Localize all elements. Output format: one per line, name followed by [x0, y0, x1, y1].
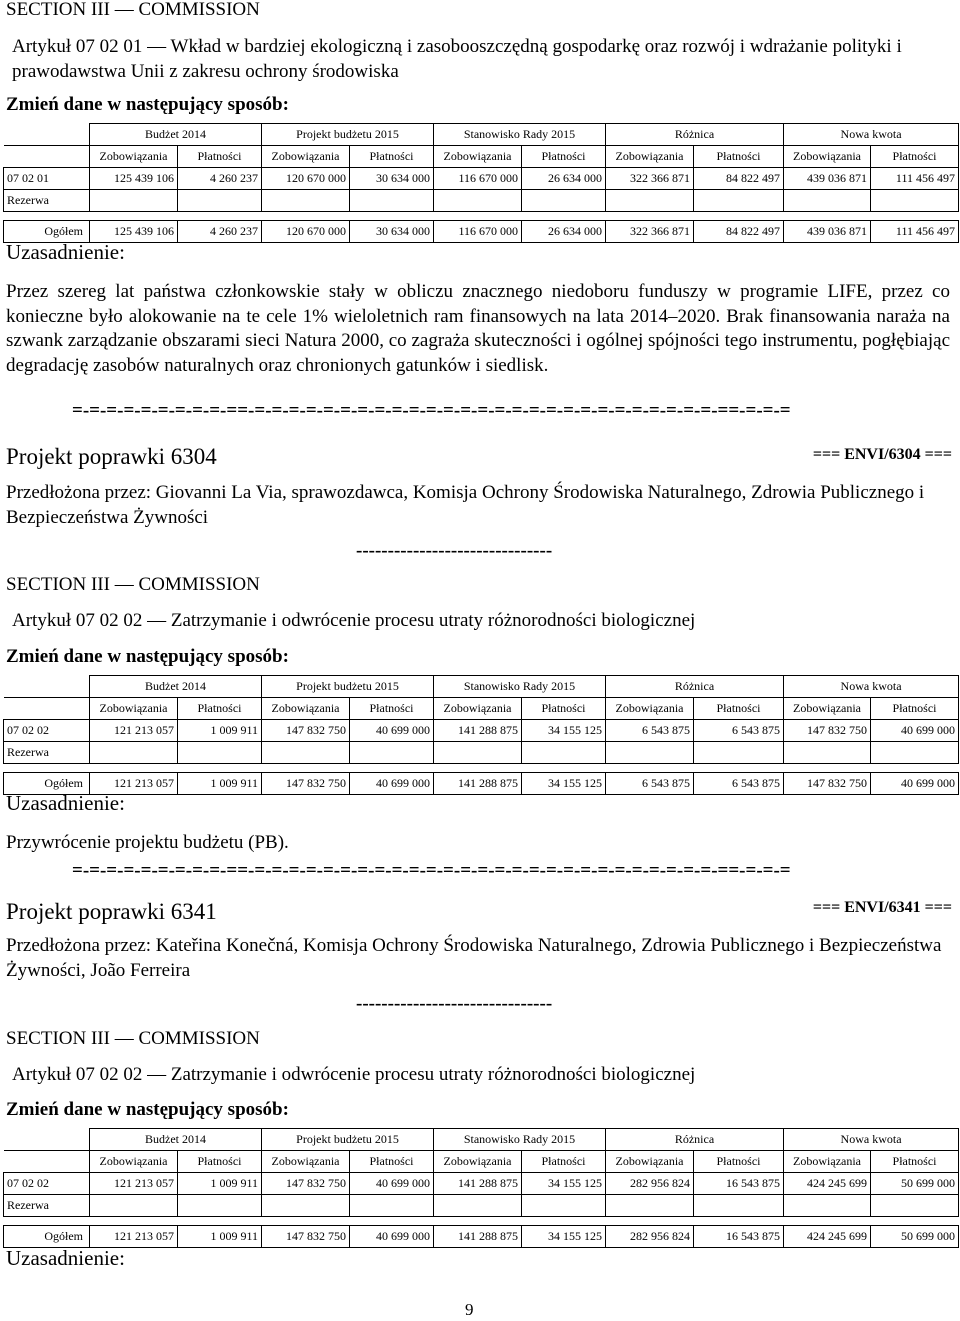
submitted-by: Przedłożona przez: Giovanni La Via, sprawozdawca, Komisja Ochrony Środowiska Naturalnego, Zdrowia Publicznego i Bezpieczeństwa Żywności — [6, 482, 925, 528]
column-group-header: Różnica — [606, 124, 784, 146]
column-group-header: Nowa kwota — [784, 1129, 959, 1151]
value-cell: 34 155 125 — [522, 1226, 606, 1248]
column-subheader: Zobowiązania — [606, 146, 694, 168]
value-cell: 111 456 497 — [871, 221, 959, 243]
value-cell — [178, 190, 262, 212]
value-cell: 116 670 000 — [434, 168, 522, 190]
column-subheader: Zobowiązania — [90, 146, 178, 168]
table-row — [4, 168, 959, 190]
envi-tag: === ENVI/6341 === — [812, 899, 952, 916]
column-subheader: Płatności — [694, 698, 784, 720]
table-row — [4, 742, 959, 764]
table-row — [4, 1226, 959, 1248]
value-cell: 141 288 875 — [434, 720, 522, 742]
value-cell — [350, 190, 434, 212]
value-cell — [350, 742, 434, 764]
corner-cell — [4, 124, 90, 146]
column-subheader: Zobowiązania — [784, 1151, 871, 1173]
value-cell: 6 543 875 — [606, 773, 694, 795]
value-cell — [784, 1195, 871, 1217]
column-group-header: Budżet 2014 — [90, 676, 262, 698]
column-subheader: Płatności — [350, 146, 434, 168]
value-cell: 322 366 871 — [606, 168, 694, 190]
column-group-header: Projekt budżetu 2015 — [262, 124, 434, 146]
amendment-title: Projekt poprawki 6304 — [6, 444, 217, 469]
reserve-label: Rezerwa — [4, 742, 90, 764]
value-cell: 26 634 000 — [522, 168, 606, 190]
value-cell — [606, 1195, 694, 1217]
justification-label: Uzasadnienie: — [6, 791, 125, 815]
value-cell: 282 956 824 — [606, 1173, 694, 1195]
line-code: 07 02 01 — [4, 168, 90, 190]
column-group-header: Stanowisko Rady 2015 — [434, 1129, 606, 1151]
table-row — [4, 1173, 959, 1195]
value-cell: 6 543 875 — [606, 720, 694, 742]
value-cell — [784, 742, 871, 764]
value-cell: 120 670 000 — [262, 168, 350, 190]
column-subheader: Płatności — [178, 1151, 262, 1173]
value-cell: 141 288 875 — [434, 1173, 522, 1195]
value-cell: 439 036 871 — [784, 168, 871, 190]
line-code: 07 02 02 — [4, 720, 90, 742]
article-heading: Artykuł 07 02 02 — Zatrzymanie i odwrócenie procesu utraty różnorodności biologicznej — [12, 610, 696, 631]
value-cell: 141 288 875 — [434, 773, 522, 795]
column-subheader: Zobowiązania — [90, 1151, 178, 1173]
budget-table — [3, 1128, 959, 1248]
column-group-header: Projekt budżetu 2015 — [262, 676, 434, 698]
column-subheader: Płatności — [694, 1151, 784, 1173]
column-subheader: Płatności — [871, 146, 959, 168]
value-cell — [262, 1195, 350, 1217]
column-group-header: Różnica — [606, 1129, 784, 1151]
value-cell: 147 832 750 — [262, 720, 350, 742]
column-subheader: Zobowiązania — [262, 1151, 350, 1173]
value-cell: 16 543 875 — [694, 1173, 784, 1195]
value-cell: 84 822 497 — [694, 168, 784, 190]
value-cell: 40 699 000 — [350, 720, 434, 742]
column-group-header: Projekt budżetu 2015 — [262, 1129, 434, 1151]
value-cell: 34 155 125 — [522, 1173, 606, 1195]
value-cell: 147 832 750 — [262, 773, 350, 795]
dash-divider: ------------------------------- — [356, 540, 553, 561]
value-cell: 4 260 237 — [178, 168, 262, 190]
value-cell — [90, 190, 178, 212]
value-cell: 40 699 000 — [350, 1173, 434, 1195]
value-cell: 26 634 000 — [522, 221, 606, 243]
value-cell — [178, 1195, 262, 1217]
value-cell: 1 009 911 — [178, 1226, 262, 1248]
value-cell: 16 543 875 — [694, 1226, 784, 1248]
column-subheader: Zobowiązania — [784, 698, 871, 720]
value-cell: 84 822 497 — [694, 221, 784, 243]
value-cell: 34 155 125 — [522, 773, 606, 795]
amendment-title: Projekt poprawki 6341 — [6, 899, 217, 924]
separator: =-=-=-=-=-=-=-=-=-==-=-=-=-=-=-=-=-=-=-=-=-=-=-=-=-=-=-=-=-=-=-=-=-=-=-=-=-==-=-=-= — [72, 860, 791, 881]
value-cell: 120 670 000 — [262, 221, 350, 243]
corner-cell — [4, 146, 90, 168]
value-cell: 30 634 000 — [350, 168, 434, 190]
justification-text: Przez szereg lat państwa członkowskie stały w obliczu znacznego niedoboru funduszy w programie LIFE, przez co konieczne było alokowanie na te cele 1% wieloletnich ram finansowych na lata 2014–2020. Brak finansowania naraża na szwank zarządzanie obszarami sieci Natura 2000, co zagraża skuteczności i ogólnej spójności tego instrumentu, pogłębiając degradację zasobów naturalnych oraz chronionych gatunków i siedlisk. — [6, 281, 950, 376]
column-subheader: Płatności — [522, 146, 606, 168]
value-cell: 50 699 000 — [871, 1226, 959, 1248]
column-subheader: Płatności — [522, 1151, 606, 1173]
table-row — [4, 720, 959, 742]
value-cell: 125 439 106 — [90, 168, 178, 190]
corner-cell — [4, 676, 90, 698]
column-subheader: Zobowiązania — [90, 698, 178, 720]
line-code: 07 02 02 — [4, 1173, 90, 1195]
value-cell — [694, 1195, 784, 1217]
column-subheader: Płatności — [178, 146, 262, 168]
change-label: Zmień dane w następujący sposób: — [6, 1099, 289, 1120]
column-subheader: Płatności — [871, 1151, 959, 1173]
article-heading: Artykuł 07 02 01 — Wkład w bardziej ekologiczną i zasobooszczędną gospodarkę oraz rozwój i wdrażanie polityki i prawodawstwa Unii z zakresu ochrony środowiska — [12, 36, 902, 82]
value-cell: 40 699 000 — [350, 1226, 434, 1248]
total-label: Ogółem — [4, 1226, 90, 1248]
article-heading: Artykuł 07 02 02 — Zatrzymanie i odwrócenie procesu utraty różnorodności biologicznej — [12, 1064, 696, 1085]
value-cell: 1 009 911 — [178, 773, 262, 795]
column-subheader: Zobowiązania — [606, 1151, 694, 1173]
value-cell: 6 543 875 — [694, 773, 784, 795]
value-cell: 1 009 911 — [178, 1173, 262, 1195]
value-cell: 50 699 000 — [871, 1173, 959, 1195]
value-cell — [522, 1195, 606, 1217]
value-cell — [871, 1195, 959, 1217]
column-subheader: Płatności — [871, 698, 959, 720]
column-group-header: Budżet 2014 — [90, 124, 262, 146]
corner-cell — [4, 1129, 90, 1151]
section-heading: SECTION III — COMMISSION — [6, 574, 260, 595]
value-cell: 121 213 057 — [90, 1173, 178, 1195]
value-cell: 40 699 000 — [871, 773, 959, 795]
row-gap — [4, 1217, 959, 1226]
column-subheader: Płatności — [178, 698, 262, 720]
column-group-header: Stanowisko Rady 2015 — [434, 676, 606, 698]
value-cell — [522, 190, 606, 212]
value-cell: 116 670 000 — [434, 221, 522, 243]
value-cell: 40 699 000 — [350, 773, 434, 795]
value-cell: 125 439 106 — [90, 221, 178, 243]
dash-divider: ------------------------------- — [356, 993, 553, 1014]
column-subheader: Zobowiązania — [262, 698, 350, 720]
value-cell — [434, 742, 522, 764]
value-cell: 4 260 237 — [178, 221, 262, 243]
value-cell — [178, 742, 262, 764]
value-cell — [262, 190, 350, 212]
corner-cell — [4, 1151, 90, 1173]
value-cell — [434, 190, 522, 212]
justification-label: Uzasadnienie: — [6, 1246, 125, 1270]
column-group-header: Nowa kwota — [784, 676, 959, 698]
value-cell: 282 956 824 — [606, 1226, 694, 1248]
value-cell — [694, 190, 784, 212]
value-cell: 147 832 750 — [262, 1226, 350, 1248]
envi-tag: === ENVI/6304 === — [812, 446, 952, 463]
column-subheader: Zobowiązania — [784, 146, 871, 168]
value-cell: 424 245 699 — [784, 1226, 871, 1248]
column-subheader: Zobowiązania — [434, 1151, 522, 1173]
value-cell: 1 009 911 — [178, 720, 262, 742]
value-cell — [90, 1195, 178, 1217]
value-cell: 121 213 057 — [90, 773, 178, 795]
total-label: Ogółem — [4, 221, 90, 243]
column-subheader: Płatności — [522, 698, 606, 720]
value-cell — [694, 742, 784, 764]
value-cell: 121 213 057 — [90, 1226, 178, 1248]
budget-table — [3, 675, 959, 795]
column-subheader: Zobowiązania — [606, 698, 694, 720]
column-subheader: Zobowiązania — [434, 146, 522, 168]
column-group-header: Nowa kwota — [784, 124, 959, 146]
reserve-label: Rezerwa — [4, 1195, 90, 1217]
value-cell: 322 366 871 — [606, 221, 694, 243]
row-gap — [4, 764, 959, 773]
column-group-header: Budżet 2014 — [90, 1129, 262, 1151]
table-row — [4, 190, 959, 212]
value-cell — [606, 742, 694, 764]
value-cell — [784, 190, 871, 212]
corner-cell — [4, 698, 90, 720]
column-group-header: Różnica — [606, 676, 784, 698]
value-cell: 6 543 875 — [694, 720, 784, 742]
total-label: Ogółem — [4, 773, 90, 795]
reserve-label: Rezerwa — [4, 190, 90, 212]
value-cell — [262, 742, 350, 764]
justification-label: Uzasadnienie: — [6, 240, 125, 264]
value-cell: 141 288 875 — [434, 1226, 522, 1248]
value-cell — [350, 1195, 434, 1217]
value-cell: 147 832 750 — [262, 1173, 350, 1195]
value-cell — [90, 742, 178, 764]
value-cell: 30 634 000 — [350, 221, 434, 243]
change-label: Zmień dane w następujący sposób: — [6, 94, 289, 115]
section-heading: SECTION III — COMMISSION — [6, 0, 260, 20]
value-cell: 121 213 057 — [90, 720, 178, 742]
justification-text: Przywrócenie projektu budżetu (PB). — [6, 832, 289, 853]
column-subheader: Zobowiązania — [434, 698, 522, 720]
column-subheader: Zobowiązania — [262, 146, 350, 168]
submitted-by: Przedłożona przez: Kateřina Konečná, Komisja Ochrony Środowiska Naturalnego, Zdrowia Publicznego i Bezpieczeństwa Żywności, João Ferreira — [6, 935, 942, 981]
value-cell: 147 832 750 — [784, 720, 871, 742]
row-gap — [4, 212, 959, 221]
value-cell: 424 245 699 — [784, 1173, 871, 1195]
table-row — [4, 1195, 959, 1217]
separator: =-=-=-=-=-=-=-=-=-==-=-=-=-=-=-=-=-=-=-=-=-=-=-=-=-=-=-=-=-=-=-=-=-=-=-=-=-==-=-=-= — [72, 400, 791, 421]
value-cell: 34 155 125 — [522, 720, 606, 742]
budget-table — [3, 123, 959, 243]
column-group-header: Stanowisko Rady 2015 — [434, 124, 606, 146]
value-cell: 439 036 871 — [784, 221, 871, 243]
page-number: 9 — [465, 1300, 474, 1319]
column-subheader: Płatności — [694, 146, 784, 168]
column-subheader: Płatności — [350, 698, 434, 720]
table-row — [4, 773, 959, 795]
value-cell: 111 456 497 — [871, 168, 959, 190]
value-cell — [871, 742, 959, 764]
table-row — [4, 221, 959, 243]
column-subheader: Płatności — [350, 1151, 434, 1173]
value-cell — [606, 190, 694, 212]
value-cell — [871, 190, 959, 212]
change-label: Zmień dane w następujący sposób: — [6, 646, 289, 667]
value-cell: 147 832 750 — [784, 773, 871, 795]
value-cell: 40 699 000 — [871, 720, 959, 742]
section-heading: SECTION III — COMMISSION — [6, 1028, 260, 1049]
value-cell — [434, 1195, 522, 1217]
value-cell — [522, 742, 606, 764]
